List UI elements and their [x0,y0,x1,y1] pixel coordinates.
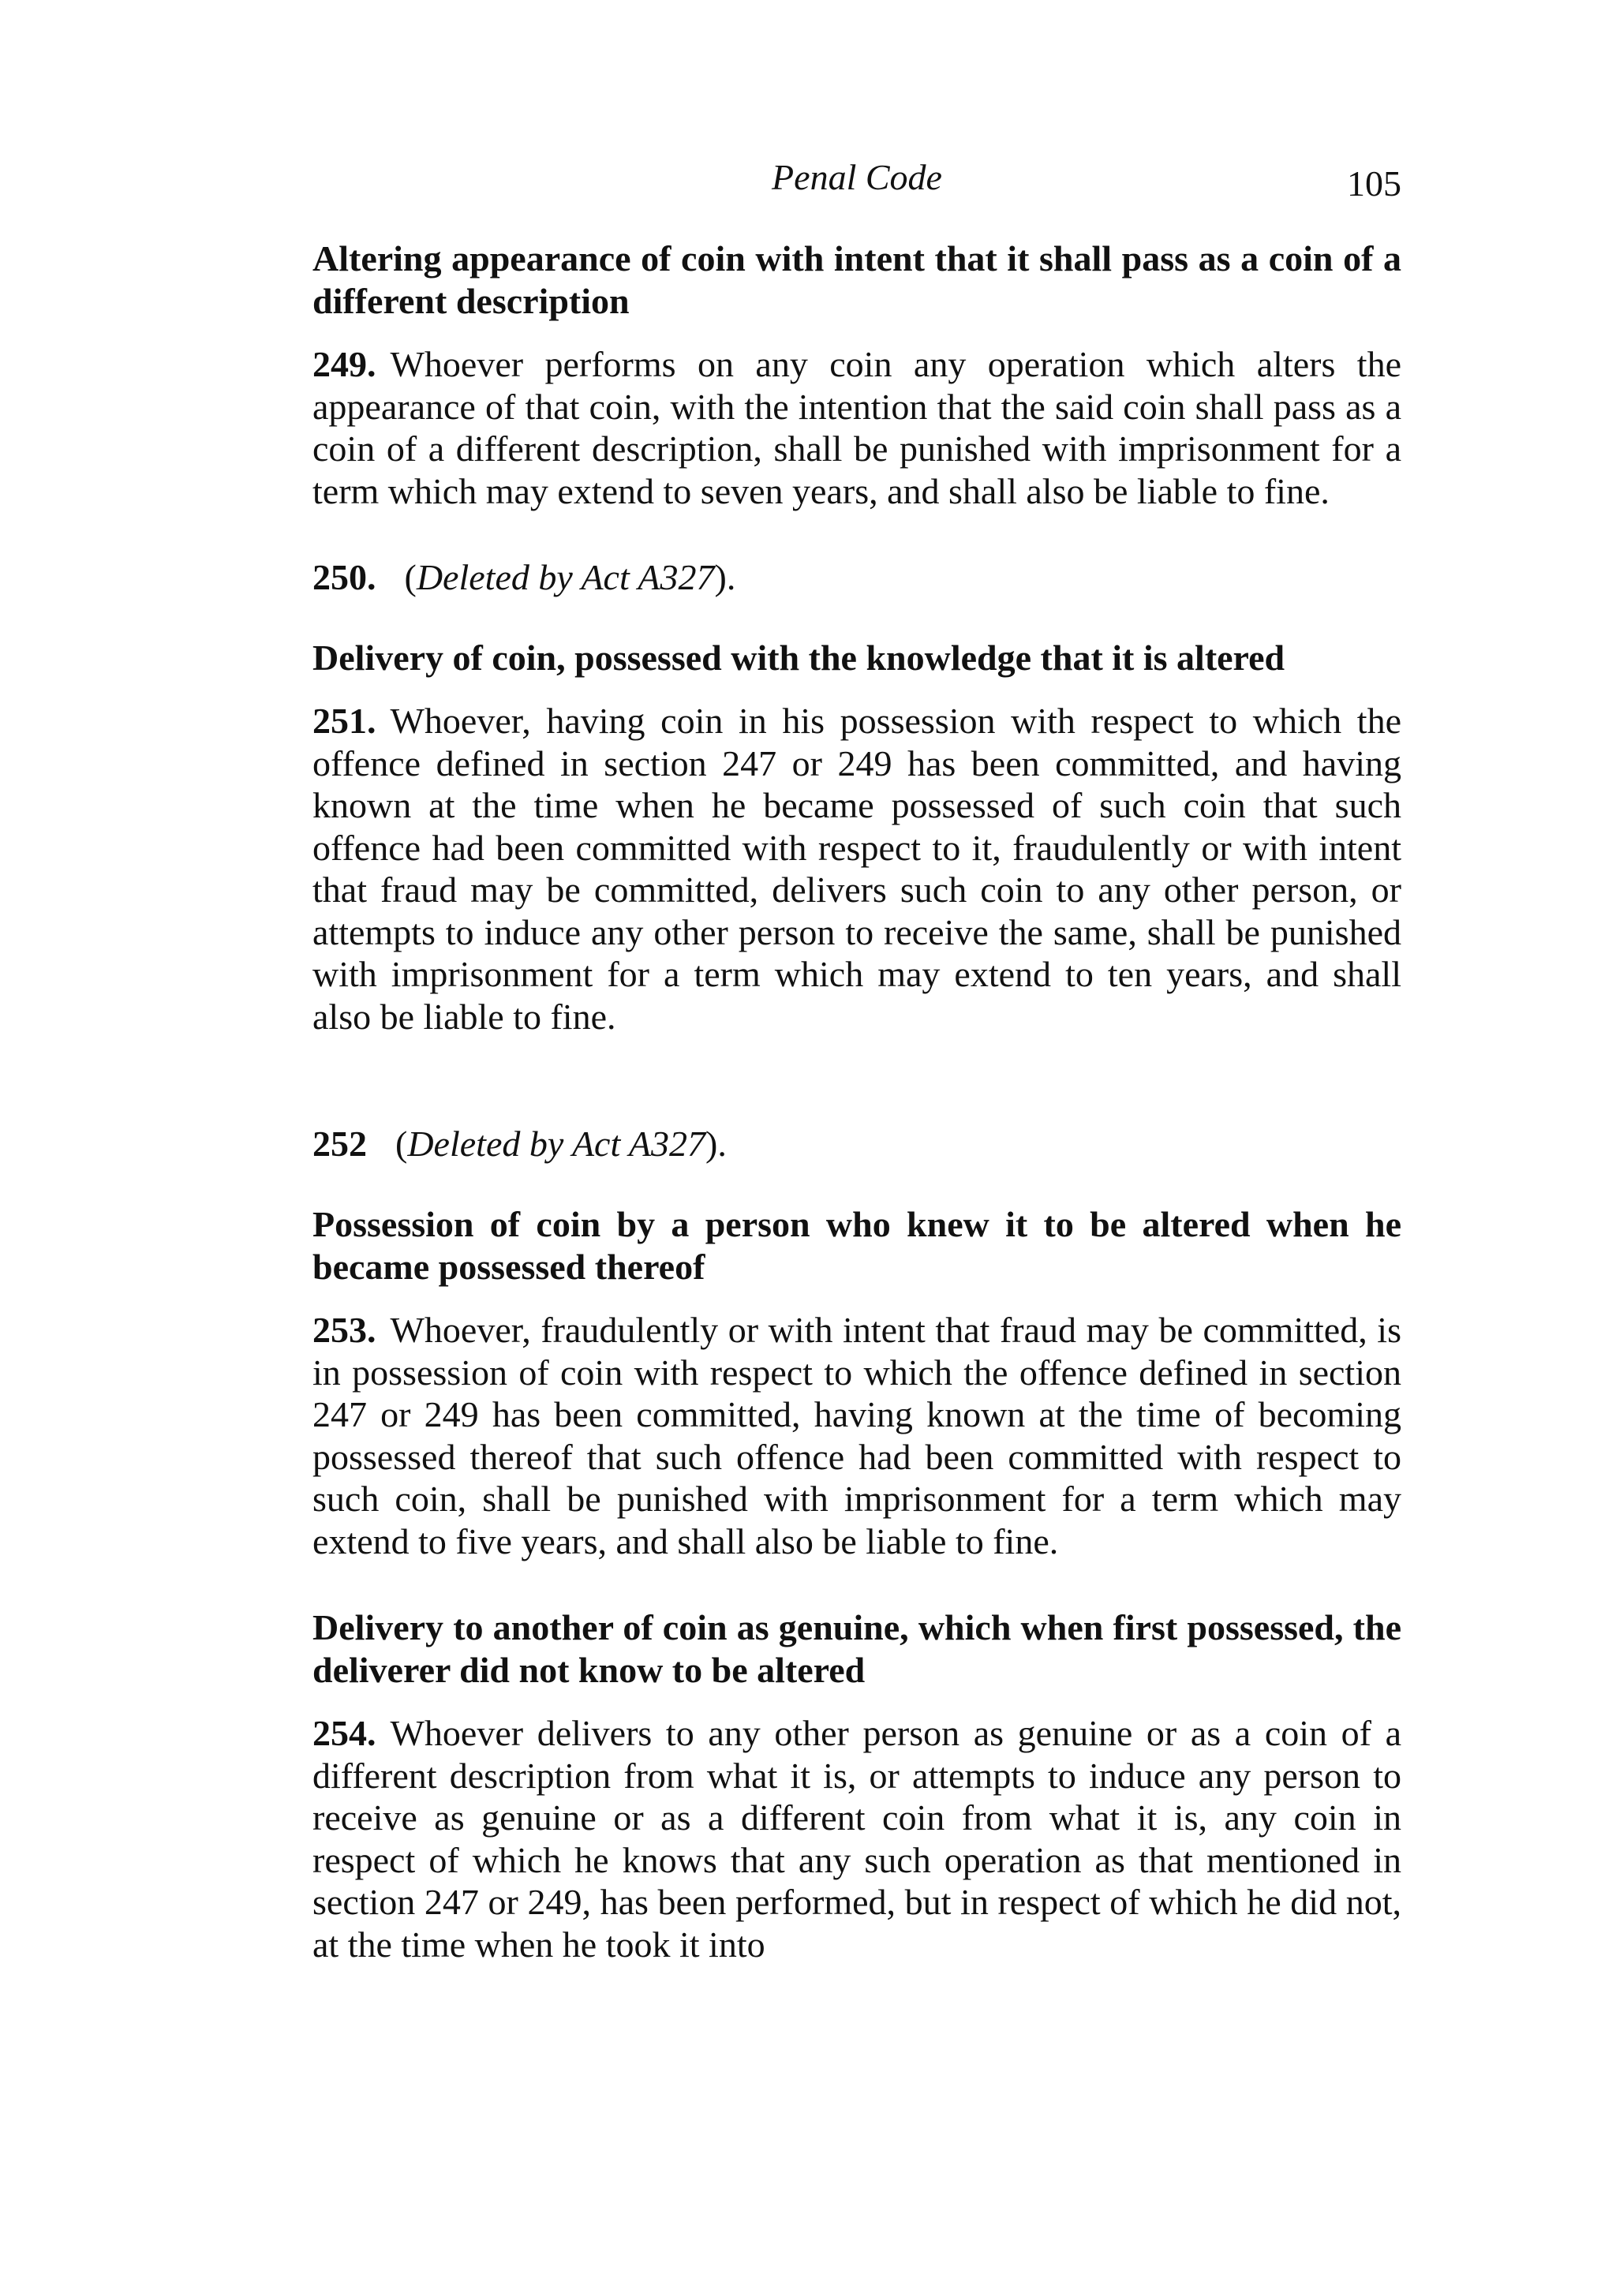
section-252-number: 252 [312,1124,367,1164]
section-254-body [312,1712,1401,1965]
section-250-number: 250. [312,557,376,597]
section-249-body [312,343,1401,512]
section-254-text: Whoever delivers to any other person as genuine or as a coin of a different description from what it is, or attempts to induce any person to receive as genuine or as a different coin from what it is, any coin in respect of which he knows that any such operation as that mentioned in section 247 or 249, has been performed, but in respect of which he did not, at the time when he took it into [312,1713,1401,1965]
section-249-text: Whoever performs on any coin any operation which alters the appearance of that coin, with the intention that the said coin shall pass as a coin of a different description, shall be punished with imprisonment for a term which may extend to seven years, and shall also be liable to fine. [312,344,1401,511]
section-251-number: 251. [312,701,376,741]
section-252-note: Deleted by Act A327 [407,1124,706,1164]
running-title: Penal Code [772,157,942,197]
section-249-heading: Altering appearance of coin with intent that it shall pass as a coin of a different description [312,238,1401,321]
section-250-deleted [312,556,1401,599]
section-251-text: Whoever, having coin in his possession with respect to which the offence defined in section 247 or 249 has been committed, and having known at the time when he became possessed of such coin that such offence had been committed with respect to it, fraudulently or with intent that fraud may be committed, delivers such coin to any other person, or attempts to induce any other person to receive the same, shall be punished with imprisonment for a term which may extend to ten years, and shall also be liable to fine. [312,701,1401,1037]
section-251-heading: Delivery of coin, possessed with the knowledge that it is altered [312,638,1285,678]
section-249-number: 249. [312,344,376,384]
section-250-note: Deleted by Act A327 [416,557,715,597]
running-header [312,154,1401,209]
section-251-body [312,700,1401,1038]
document-page [312,154,1401,1965]
section-253-text: Whoever, fraudulently or with intent that fraud may be committed, is in possession of coin with respect to which the offence defined in section 247 or 249 has been committed, having known at the time of becoming possessed thereof that such offence had been committed with respect to such coin, shall be punished with imprisonment for a term which may extend to five years, and shall also be liable to fine. [312,1310,1401,1561]
section-253-number: 253. [312,1310,376,1350]
section-254-number: 254. [312,1713,376,1753]
section-252-open-paren: ( [395,1124,408,1164]
section-250-open-paren: ( [404,557,417,597]
page-number: 105 [1347,163,1401,204]
section-252-close-paren: ). [705,1124,727,1164]
section-250-close-paren: ). [714,557,736,597]
section-253-body [312,1309,1401,1562]
section-254-heading: Delivery to another of coin as genuine, which when first possessed, the deliverer did not know to be altered [312,1607,1401,1690]
section-253-heading: Possession of coin by a person who knew it to be altered when he became possessed thereof [312,1204,1401,1287]
section-252-deleted [312,1123,1401,1165]
